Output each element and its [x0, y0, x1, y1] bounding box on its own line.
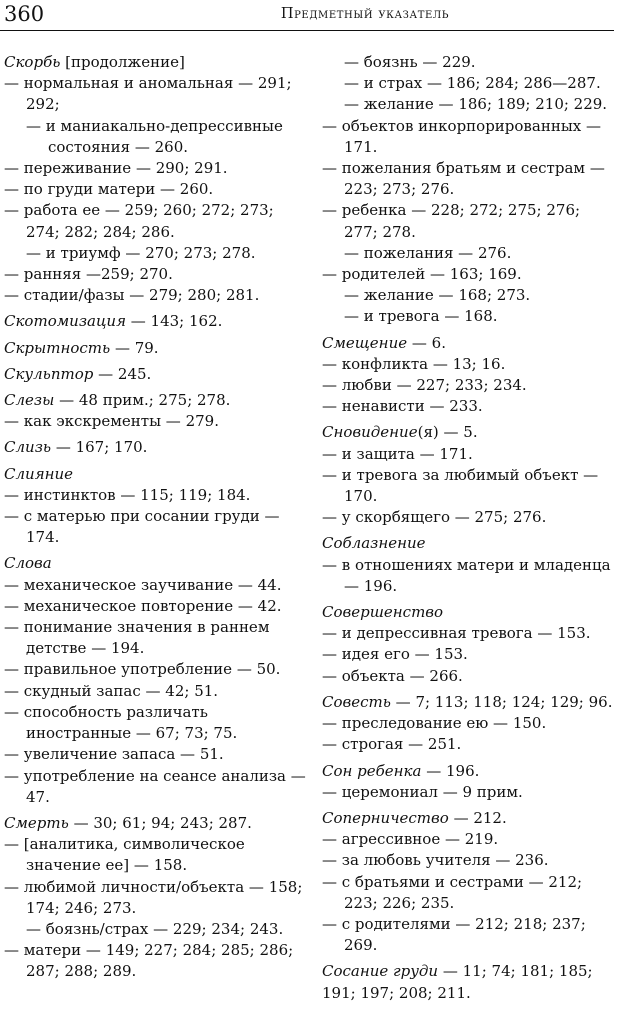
- index-heading-entry: [322, 422, 616, 443]
- index-subentry: — увеличение запаса — 51.: [4, 745, 224, 764]
- index-subentry: — работа ее — 259; 260; 272; 273; 274; 282; 284; 286.: [4, 201, 274, 241]
- index-subsubentry: — и триумф — 270; 273; 278.: [26, 243, 256, 262]
- index-term: Сон ребенка: [322, 761, 422, 780]
- index-term: Совершенство: [322, 603, 444, 622]
- index-locators: [продолжение]: [60, 53, 185, 71]
- index-subentry: — понимание значения в раннем детстве — 194.: [4, 618, 270, 658]
- index-subentry: — любимой личности/объекта — 158; 174; 246; 273.: [4, 877, 303, 917]
- index-term: Совесть: [322, 692, 391, 711]
- index-subentry: — по груди матери — 260.: [4, 180, 214, 199]
- index-term: Соблазнение: [322, 534, 426, 553]
- index-term: Скрытность: [4, 338, 111, 357]
- index-locators: — 196.: [421, 761, 480, 780]
- index-subentry: — нормальная и аномальная — 291; 292;: [4, 74, 292, 114]
- index-locators: — 11; 74; 181; 185; 191; 197; 208; 211.: [322, 962, 593, 1002]
- index-subentry: — объектов инкорпорированных — 171.: [322, 116, 601, 156]
- index-term: Слизь: [4, 438, 52, 457]
- index-subentry: — конфликта — 13; 16.: [322, 354, 506, 373]
- index-subentry: — любви — 227; 233; 234.: [322, 376, 527, 395]
- page-number: 360: [4, 2, 45, 26]
- index-term: Смерть: [4, 813, 69, 832]
- index-heading-entry: [4, 52, 306, 73]
- index-subentry: — с матерью при сосании груди — 174.: [4, 507, 280, 547]
- index-subentry: — объекта — 266.: [322, 666, 463, 685]
- index-subentry: — [аналитика, символическое значение ее] — 158.: [4, 835, 245, 875]
- index-locators: — 30; 61; 94; 243; 287.: [68, 813, 252, 832]
- index-subsubentry: — пожелания — 276.: [344, 243, 512, 262]
- index-heading-entry: [322, 961, 616, 1003]
- index-subentry: — механическое повторение — 42.: [4, 596, 282, 615]
- index-subentry: — скудный запас — 42; 51.: [4, 681, 219, 700]
- index-term: Скотомизация: [4, 312, 126, 331]
- index-subentry: — инстинктов — 115; 119; 184.: [4, 485, 251, 504]
- index-subsubentry: — боязнь — 229.: [344, 53, 476, 71]
- index-subentry: — ненависти — 233.: [322, 397, 483, 416]
- index-subentry: — ребенка — 228; 272; 275; 276; 277; 278.: [322, 201, 581, 241]
- index-subentry: — и тревога за любимый объект — 170.: [322, 465, 599, 506]
- index-subentry: — церемониал — 9 прим.: [322, 782, 523, 801]
- index-heading-entry: [322, 602, 616, 623]
- index-heading-entry: [4, 338, 306, 359]
- index-term: Слезы: [4, 391, 55, 410]
- index-term: Скульптор: [4, 364, 94, 383]
- index-heading-entry: [4, 464, 306, 485]
- index-subentry: — с братьями и сестрами — 212; 223; 226; 235.: [322, 872, 583, 912]
- index-term: Слова: [4, 554, 52, 573]
- index-heading-entry: [322, 808, 616, 829]
- index-subentry: — правильное употребление — 50.: [4, 660, 281, 679]
- index-subentry: — и депрессивная тревога — 153.: [322, 624, 591, 643]
- index-subentry: — матери — 149; 227; 284; 285; 286; 287; 288; 289.: [4, 941, 294, 981]
- header-rule: [0, 30, 614, 31]
- index-subentry: — агрессивное — 219.: [322, 830, 499, 849]
- index-term: Смещение: [322, 333, 408, 352]
- index-subentry: — идея его — 153.: [322, 645, 468, 664]
- index-subentry: — способность различать иностранные — 67; 73; 75.: [4, 702, 238, 743]
- index-heading-entry: [4, 553, 306, 574]
- index-subentry: — преследование ею — 150.: [322, 714, 547, 733]
- index-term: Сосание груди: [322, 962, 439, 981]
- index-term: Соперничество: [322, 808, 449, 827]
- index-term: Скорбь: [4, 53, 61, 71]
- index-locators: — 48 прим.; 275; 278.: [54, 391, 231, 410]
- index-locators: — 167; 170.: [51, 438, 148, 457]
- index-heading-entry: [4, 311, 306, 332]
- index-locators: — 143; 162.: [126, 312, 223, 331]
- index-subentry: — пожелания братьям и сестрам — 223; 273; 276.: [322, 159, 605, 199]
- index-subentry: — механическое заучивание — 44.: [4, 575, 282, 594]
- index-subsubentry: — боязнь/страх — 229; 234; 243.: [26, 919, 284, 938]
- index-heading-entry: [322, 533, 616, 554]
- index-heading-entry: [4, 813, 306, 834]
- index-subentry: — за любовь учителя — 236.: [322, 851, 549, 870]
- index-column-left: [4, 52, 306, 983]
- running-head: Предметный указатель: [280, 6, 450, 22]
- index-locators: — 245.: [93, 364, 152, 383]
- index-heading-entry: [322, 761, 616, 782]
- index-subentry: — с родителями — 212; 218; 237; 269.: [322, 914, 586, 955]
- index-heading-entry: [4, 364, 306, 385]
- index-subentry: — строгая — 251.: [322, 735, 462, 754]
- index-locators: — 7; 113; 118; 124; 129; 96.: [390, 692, 613, 711]
- index-heading-entry: [322, 692, 616, 713]
- index-term: Слияние: [4, 464, 74, 483]
- index-subentry: — родителей — 163; 169.: [322, 265, 522, 284]
- index-heading-entry: [322, 333, 616, 354]
- index-heading-entry: [4, 390, 306, 411]
- index-subentry: — ранняя —259; 270.: [4, 265, 173, 284]
- index-term: Сновидение: [322, 423, 418, 442]
- index-subsubentry: — и страх — 186; 284; 286—287.: [344, 74, 601, 93]
- index-subsubentry: — и тревога — 168.: [344, 307, 498, 326]
- index-locators: — 79.: [110, 338, 159, 357]
- index-subsubentry: — желание — 186; 189; 210; 229.: [344, 95, 608, 114]
- index-subentry: — и защита — 171.: [322, 444, 473, 463]
- index-subentry: — как экскременты — 279.: [4, 412, 219, 431]
- index-locators: — 212.: [448, 808, 507, 827]
- index-subsubentry: — и маниакально-депрессивные состояния — 260.: [26, 116, 283, 156]
- index-subentry: — у скорбящего — 275; 276.: [322, 508, 547, 527]
- index-locators: (я) — 5.: [417, 423, 478, 442]
- index-subentry: — в отношениях матери и младенца — 196.: [322, 555, 611, 595]
- index-subentry: — стадии/фазы — 279; 280; 281.: [4, 286, 260, 305]
- index-column-right: [322, 52, 616, 1004]
- index-heading-entry: [4, 437, 306, 458]
- index-locators: — 6.: [407, 333, 446, 352]
- index-subentry: — переживание — 290; 291.: [4, 159, 228, 178]
- index-subsubentry: — желание — 168; 273.: [344, 286, 531, 305]
- index-subentry: — употребление на сеансе анализа — 47.: [4, 766, 306, 806]
